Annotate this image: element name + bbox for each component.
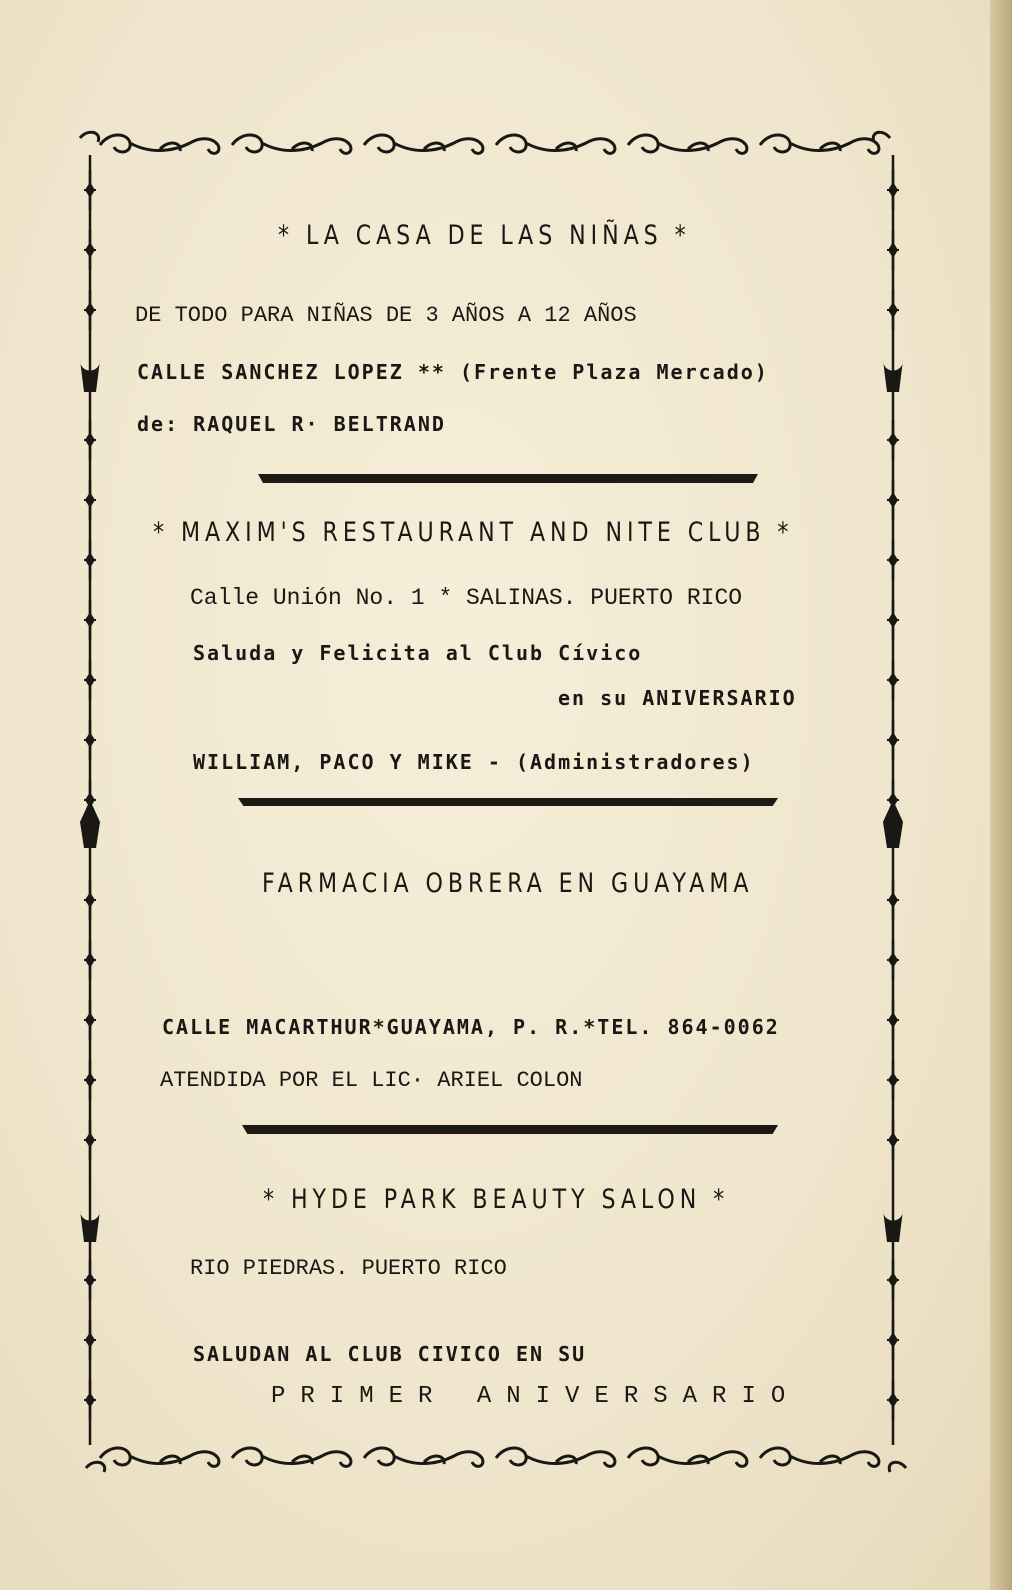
hyde-line-1: RIO PIEDRAS. PUERTO RICO <box>190 1256 507 1281</box>
farmacia-title: FARMACIA OBRERA EN GUAYAMA <box>262 868 754 899</box>
maxims-line-3: en su ANIVERSARIO <box>558 686 797 710</box>
maxims-title: * MAXIM'S RESTAURANT AND NITE CLUB * <box>153 517 794 548</box>
casa-line-1: DE TODO PARA NIÑAS DE 3 AÑOS A 12 AÑOS <box>135 303 637 328</box>
casa-title: * LA CASA DE LAS NIÑAS * <box>278 220 691 251</box>
maxims-line-2: Saluda y Felicita al Club Cívico <box>193 641 643 665</box>
fleur-finial-icon <box>883 800 903 848</box>
right-border <box>883 155 903 1445</box>
fleur-finial-icon <box>80 800 100 848</box>
hyde-line-2: SALUDAN AL CLUB CIVICO EN SU <box>193 1342 587 1366</box>
farmacia-line-2: ATENDIDA POR EL LIC· ARIEL COLON <box>160 1068 583 1093</box>
maxims-line-1: Calle Unión No. 1 * SALINAS. PUERTO RICO <box>190 585 743 611</box>
divider-rule <box>242 1125 778 1134</box>
divider-rule <box>238 798 778 806</box>
hyde-title: * HYDE PARK BEAUTY SALON * <box>263 1184 730 1215</box>
bottom-border <box>86 1448 906 1472</box>
hyde-line-3: PRIMER ANIVERSARIO <box>271 1383 801 1410</box>
casa-line-3: de: RAQUEL R· BELTRAND <box>137 412 446 436</box>
top-border <box>80 132 890 153</box>
farmacia-line-1: CALLE MACARTHUR*GUAYAMA, P. R.*TEL. 864-0062 <box>162 1015 780 1039</box>
divider-rule <box>258 474 758 483</box>
maxims-line-4: WILLIAM, PACO Y MIKE - (Administradores) <box>193 750 755 774</box>
casa-line-2: CALLE SANCHEZ LOPEZ ** (Frente Plaza Mercado) <box>137 360 769 384</box>
left-border <box>80 155 100 1445</box>
